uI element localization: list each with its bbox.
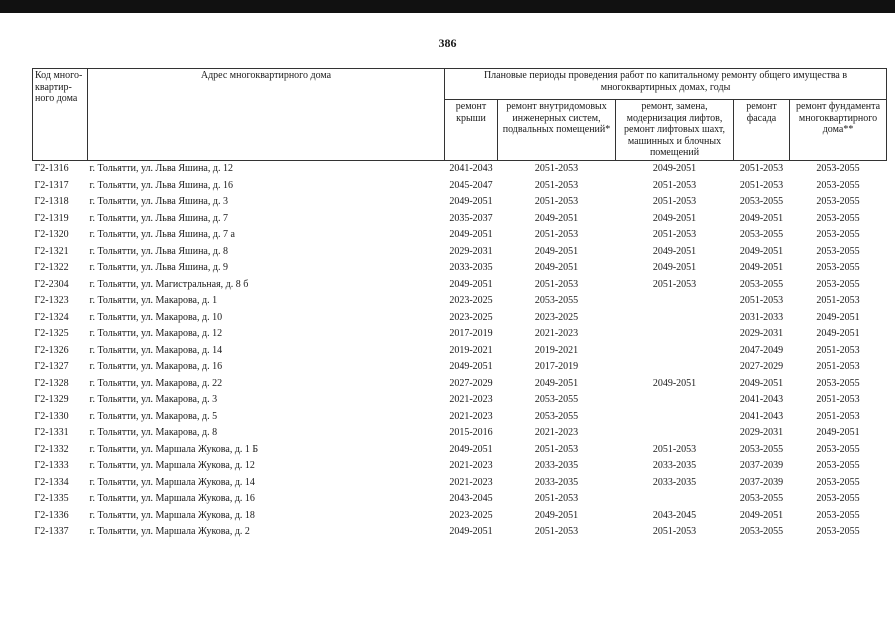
scan-top-border	[0, 0, 895, 13]
cell-facade: 2027-2029	[739, 361, 784, 372]
cell-lifts	[616, 392, 734, 409]
cell-address: г. Тольятти, ул. Маршала Жукова, д. 16	[89, 493, 255, 504]
cell-code: Г2-1327	[34, 361, 69, 372]
cell-address: г. Тольятти, ул. Макарова, д. 16	[89, 361, 223, 372]
cell-roof: 2033-2035	[449, 262, 493, 273]
cell-facade: 2047-2049	[739, 344, 784, 356]
table-row	[33, 293, 887, 310]
table-row	[33, 194, 887, 211]
table-row	[33, 260, 887, 277]
cell-code: Г2-1332	[34, 443, 69, 455]
cell-foundation: 2053-2055	[816, 229, 860, 240]
table-row	[33, 441, 887, 458]
cell-lifts	[616, 342, 734, 359]
cell-systems: 2033-2035	[534, 476, 579, 488]
cell-foundation: 2053-2055	[816, 476, 860, 488]
cell-foundation: 2053-2055	[816, 278, 860, 290]
cell-code: Г2-1326	[34, 344, 69, 356]
cell-code: Г2-1321	[34, 245, 69, 257]
header-code: Код много-квартир-ного дома	[33, 69, 88, 161]
cell-facade: 2049-2051	[739, 509, 784, 521]
cell-lifts: 2049-2051	[652, 163, 697, 174]
cell-facade: 2041-2043	[739, 410, 784, 422]
cell-systems: 2019-2021	[534, 344, 579, 356]
cell-facade: 2029-2031	[739, 427, 784, 438]
cell-roof: 2043-2045	[449, 493, 493, 504]
cell-address: г. Тольятти, ул. Льва Яшина, д. 3	[89, 196, 228, 207]
cell-code: Г2-1316	[34, 163, 69, 174]
cell-lifts: 2043-2045	[652, 509, 697, 521]
cell-roof: 2021-2023	[449, 476, 493, 488]
page-number: 386	[438, 36, 457, 50]
cell-systems: 2021-2023	[534, 328, 579, 339]
cell-systems: 2049-2051	[534, 377, 579, 389]
cell-code: Г2-1328	[34, 377, 69, 389]
cell-foundation: 2053-2055	[816, 509, 860, 521]
cell-facade: 2037-2039	[739, 460, 784, 471]
cell-foundation: 2053-2055	[816, 526, 860, 537]
cell-roof: 2049-2051	[449, 443, 493, 455]
cell-address: г. Тольятти, ул. Макарова, д. 3	[89, 394, 218, 405]
cell-roof: 2023-2025	[449, 509, 493, 521]
cell-lifts: 2051-2053	[652, 179, 697, 191]
cell-roof: 2049-2051	[449, 229, 493, 240]
cell-systems: 2053-2055	[534, 295, 579, 306]
cell-systems: 2053-2055	[534, 394, 579, 405]
cell-address: г. Тольятти, ул. Льва Яшина, д. 12	[89, 163, 233, 174]
cell-code: Г2-1336	[34, 509, 69, 521]
cell-foundation: 2049-2051	[816, 311, 860, 323]
cell-code: Г2-1319	[34, 212, 69, 224]
cell-facade: 2051-2053	[739, 163, 784, 174]
table-row	[33, 342, 887, 359]
table-row	[33, 160, 887, 177]
cell-address: г. Тольятти, ул. Макарова, д. 12	[89, 328, 223, 339]
table-body	[33, 160, 887, 540]
header-systems: ремонт внутридомовых инженерных систем, подвальных помещений*	[498, 100, 616, 161]
cell-facade: 2049-2051	[739, 245, 784, 257]
cell-roof: 2049-2051	[449, 196, 493, 207]
cell-systems: 2051-2053	[534, 229, 579, 240]
cell-foundation: 2049-2051	[816, 328, 860, 339]
cell-foundation: 2049-2051	[816, 427, 860, 438]
table-row	[33, 524, 887, 541]
header-lifts: ремонт, замена, модернизация лифтов, ремонт лифтовых шахт, машинных и блочных помещений	[616, 100, 734, 161]
cell-address: г. Тольятти, ул. Макарова, д. 1	[89, 295, 218, 306]
table-row	[33, 210, 887, 227]
cell-facade: 2031-2033	[739, 311, 784, 323]
cell-systems: 2051-2053	[534, 196, 579, 207]
repair-schedule-table	[32, 68, 887, 540]
cell-roof: 2017-2019	[449, 328, 493, 339]
cell-roof: 2049-2051	[449, 278, 493, 290]
cell-address: г. Тольятти, ул. Льва Яшина, д. 8	[89, 245, 228, 257]
cell-systems: 2033-2035	[534, 460, 579, 471]
cell-systems: 2021-2023	[534, 427, 579, 438]
cell-lifts: 2051-2053	[652, 229, 697, 240]
header-foundation: ремонт фундамента многоквартирного дома**	[790, 100, 887, 161]
cell-facade: 2041-2043	[739, 394, 784, 405]
table-row	[33, 326, 887, 343]
cell-roof: 2019-2021	[449, 344, 493, 356]
cell-roof: 2023-2025	[449, 295, 493, 306]
header-address: Адрес многоквартирного дома	[88, 69, 445, 161]
cell-code: Г2-1334	[34, 476, 69, 488]
cell-code: Г2-1337	[34, 526, 69, 537]
cell-foundation: 2053-2055	[816, 262, 860, 273]
cell-facade: 2049-2051	[739, 262, 784, 273]
cell-facade: 2029-2031	[739, 328, 784, 339]
cell-roof: 2049-2051	[449, 526, 493, 537]
cell-facade: 2049-2051	[739, 377, 784, 389]
cell-lifts: 2049-2051	[652, 262, 697, 273]
cell-code: Г2-2304	[34, 278, 69, 290]
table-row	[33, 243, 887, 260]
cell-lifts: 2051-2053	[652, 278, 697, 290]
table-row	[33, 359, 887, 376]
cell-foundation: 2051-2053	[816, 410, 860, 422]
cell-lifts: 2051-2053	[652, 526, 697, 537]
cell-address: г. Тольятти, ул. Льва Яшина, д. 9	[89, 262, 228, 273]
cell-code: Г2-1317	[34, 179, 69, 191]
table-row	[33, 425, 887, 442]
cell-systems: 2023-2025	[534, 311, 579, 323]
table-row	[33, 507, 887, 524]
cell-facade: 2053-2055	[739, 526, 784, 537]
cell-foundation: 2051-2053	[816, 361, 860, 372]
cell-lifts: 2051-2053	[652, 443, 697, 455]
cell-code: Г2-1335	[34, 493, 69, 504]
cell-lifts: 2051-2053	[652, 196, 697, 207]
cell-code: Г2-1331	[34, 427, 69, 438]
table-row	[33, 458, 887, 475]
cell-foundation: 2053-2055	[816, 163, 860, 174]
cell-address: г. Тольятти, ул. Льва Яшина, д. 7 а	[89, 229, 235, 240]
cell-code: Г2-1320	[34, 229, 69, 240]
cell-foundation: 2053-2055	[816, 245, 860, 257]
cell-roof: 2021-2023	[449, 410, 493, 422]
cell-foundation: 2053-2055	[816, 377, 860, 389]
table-row	[33, 227, 887, 244]
cell-systems: 2051-2053	[534, 179, 579, 191]
cell-code: Г2-1318	[34, 196, 69, 207]
cell-facade: 2037-2039	[739, 476, 784, 488]
cell-foundation: 2051-2053	[816, 344, 860, 356]
cell-lifts: 2049-2051	[652, 377, 697, 389]
cell-address: г. Тольятти, ул. Маршала Жукова, д. 2	[89, 526, 250, 537]
cell-systems: 2051-2053	[534, 163, 579, 174]
cell-systems: 2049-2051	[534, 212, 579, 224]
cell-code: Г2-1324	[34, 311, 69, 323]
table-row	[33, 491, 887, 508]
cell-code: Г2-1329	[34, 394, 69, 405]
cell-systems: 2049-2051	[534, 509, 579, 521]
cell-systems: 2051-2053	[534, 493, 579, 504]
cell-foundation: 2053-2055	[816, 460, 860, 471]
cell-lifts	[616, 359, 734, 376]
cell-systems: 2049-2051	[534, 262, 579, 273]
cell-code: Г2-1323	[34, 295, 69, 306]
cell-roof: 2027-2029	[449, 377, 493, 389]
cell-facade: 2053-2055	[739, 196, 784, 207]
table-row	[33, 474, 887, 491]
cell-systems: 2051-2053	[534, 443, 579, 455]
cell-systems: 2053-2055	[534, 410, 579, 422]
cell-code: Г2-1325	[34, 328, 69, 339]
cell-facade: 2053-2055	[739, 229, 784, 240]
cell-lifts: 2049-2051	[652, 245, 697, 257]
table-row	[33, 177, 887, 194]
cell-address: г. Тольятти, ул. Макарова, д. 5	[89, 410, 218, 422]
cell-lifts: 2033-2035	[652, 460, 697, 471]
cell-address: г. Тольятти, ул. Льва Яшина, д. 16	[89, 179, 233, 191]
cell-address: г. Тольятти, ул. Маршала Жукова, д. 18	[89, 509, 255, 521]
cell-lifts: 2033-2035	[652, 476, 697, 488]
cell-foundation: 2053-2055	[816, 196, 860, 207]
cell-address: г. Тольятти, ул. Макарова, д. 14	[89, 344, 223, 356]
cell-address: г. Тольятти, ул. Макарова, д. 8	[89, 427, 218, 438]
cell-lifts	[616, 491, 734, 508]
table-row	[33, 309, 887, 326]
table-row	[33, 375, 887, 392]
cell-foundation: 2053-2055	[816, 212, 860, 224]
cell-facade: 2051-2053	[739, 179, 784, 191]
cell-address: г. Тольятти, ул. Макарова, д. 10	[89, 311, 223, 323]
cell-facade: 2053-2055	[739, 278, 784, 290]
cell-systems: 2051-2053	[534, 526, 579, 537]
header-facade: ремонт фасада	[734, 100, 790, 161]
cell-roof: 2021-2023	[449, 394, 493, 405]
header-periods: Плановые периоды проведения работ по капитальному ремонту общего имущества в многоквартирных домах, годы	[445, 69, 887, 100]
cell-foundation: 2053-2055	[816, 443, 860, 455]
cell-facade: 2049-2051	[739, 212, 784, 224]
cell-roof: 2049-2051	[449, 361, 493, 372]
table-row	[33, 392, 887, 409]
cell-facade: 2051-2053	[739, 295, 784, 306]
cell-roof: 2029-2031	[449, 245, 493, 257]
cell-systems: 2051-2053	[534, 278, 579, 290]
cell-address: г. Тольятти, ул. Льва Яшина, д. 7	[89, 212, 228, 224]
cell-roof: 2041-2043	[449, 163, 493, 174]
cell-code: Г2-1333	[34, 460, 69, 471]
cell-lifts	[616, 408, 734, 425]
cell-roof: 2035-2037	[449, 212, 493, 224]
cell-facade: 2053-2055	[739, 493, 784, 504]
cell-lifts: 2049-2051	[652, 212, 697, 224]
cell-roof: 2023-2025	[449, 311, 493, 323]
cell-foundation: 2053-2055	[816, 493, 860, 504]
header-roof: ремонт крыши	[445, 100, 498, 161]
cell-roof: 2045-2047	[449, 179, 493, 191]
cell-address: г. Тольятти, ул. Маршала Жукова, д. 1 Б	[89, 443, 259, 455]
cell-code: Г2-1330	[34, 410, 69, 422]
cell-lifts	[616, 309, 734, 326]
cell-roof: 2015-2016	[449, 427, 493, 438]
cell-address: г. Тольятти, ул. Маршала Жукова, д. 12	[89, 460, 255, 471]
table-row	[33, 408, 887, 425]
cell-lifts	[616, 425, 734, 442]
cell-foundation: 2051-2053	[816, 394, 860, 405]
cell-code: Г2-1322	[34, 262, 69, 273]
cell-systems: 2049-2051	[534, 245, 579, 257]
cell-roof: 2021-2023	[449, 460, 493, 471]
cell-lifts	[616, 326, 734, 343]
cell-foundation: 2051-2053	[816, 295, 860, 306]
cell-foundation: 2053-2055	[816, 179, 860, 191]
cell-address: г. Тольятти, ул. Маршала Жукова, д. 14	[89, 476, 255, 488]
table-row	[33, 276, 887, 293]
cell-facade: 2053-2055	[739, 443, 784, 455]
cell-lifts	[616, 293, 734, 310]
cell-address: г. Тольятти, ул. Магистральная, д. 8 б	[89, 278, 249, 290]
cell-address: г. Тольятти, ул. Макарова, д. 22	[89, 377, 223, 389]
cell-systems: 2017-2019	[534, 361, 579, 372]
